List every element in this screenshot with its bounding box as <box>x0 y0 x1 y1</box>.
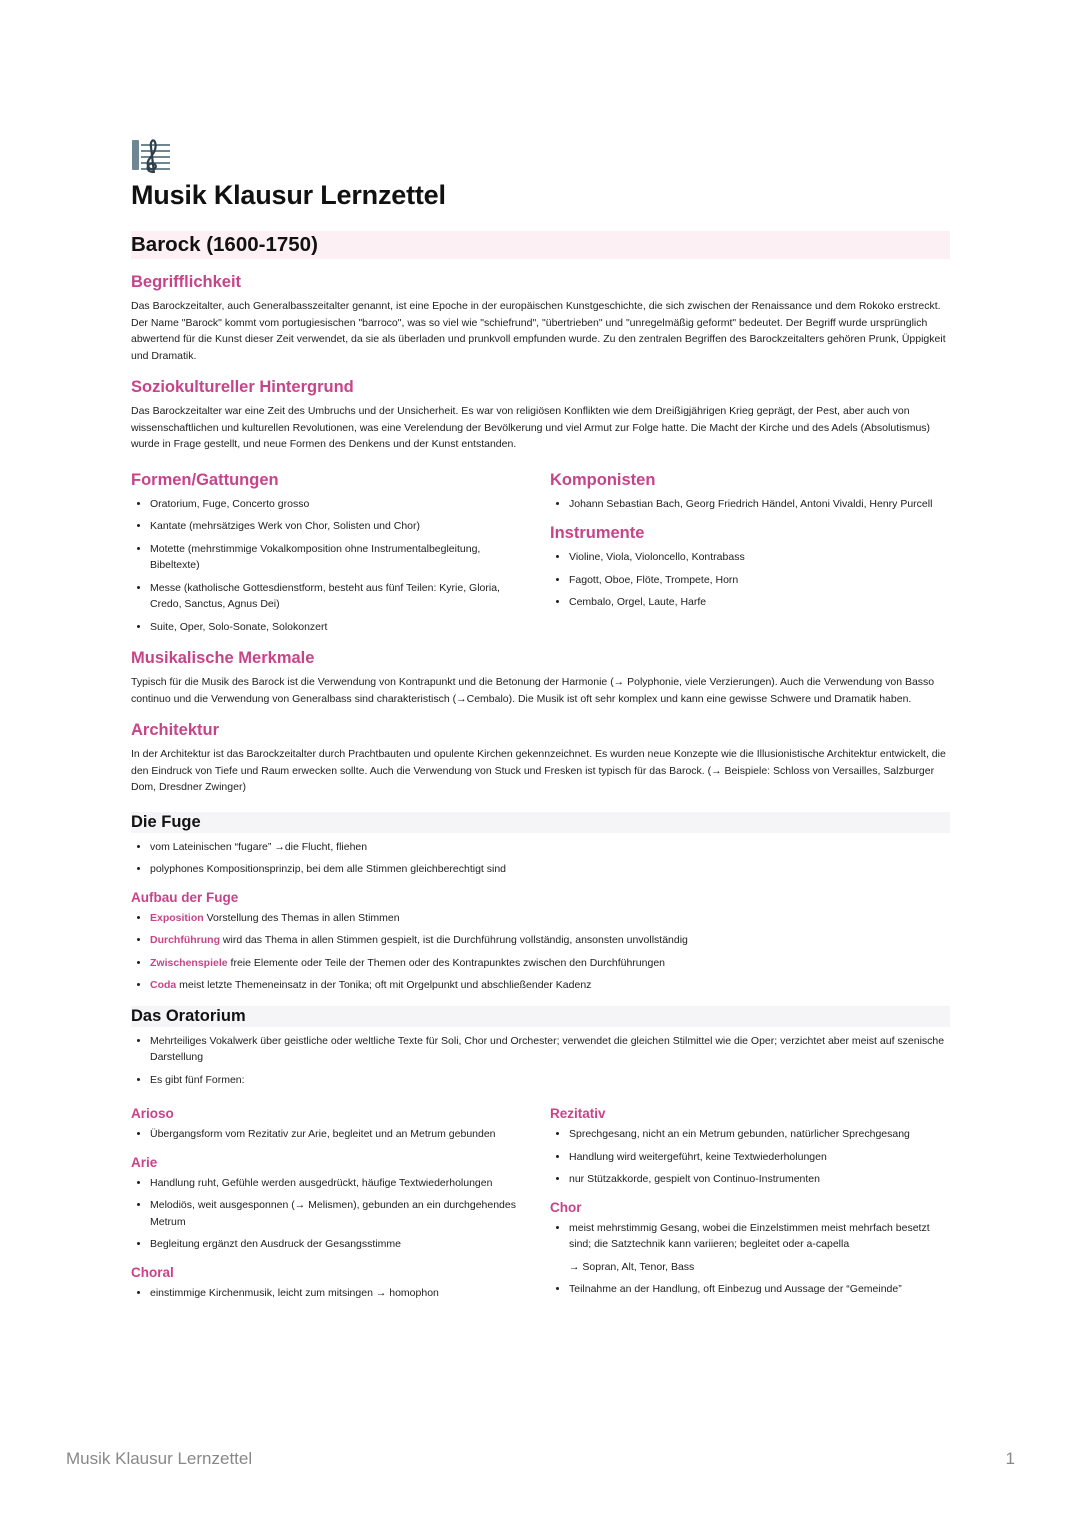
aufbau-heading: Aufbau der Fuge <box>131 889 239 905</box>
komponisten-column <box>550 471 950 642</box>
list-item <box>569 1220 950 1276</box>
term-text: Vorstellung des Themas in allen Stimmen <box>203 911 400 924</box>
oratorium-right-column <box>550 1106 950 1307</box>
komponisten-heading: Komponisten <box>550 470 656 489</box>
page-content <box>131 136 950 1307</box>
list-item: • Kantate (mehrsätziges Werk von Chor, Solisten und Chor) <box>150 518 531 535</box>
oratorium-forms-columns <box>131 1106 950 1307</box>
chor-heading: Chor <box>550 1199 582 1215</box>
era-heading: Barock (1600-1750) <box>131 231 950 259</box>
list-item: • einstimmige Kirchenmusik, leicht zum mitsingen → homophon <box>150 1285 531 1302</box>
architektur-heading: Architektur <box>131 721 220 739</box>
formen-heading: Formen/Gattungen <box>131 470 279 489</box>
formen-komponisten-columns <box>131 471 950 642</box>
list-item: • Übergangsform vom Rezitativ zur Arie, begleitet und an Metrum gebunden <box>150 1126 531 1143</box>
list-item: • Johann Sebastian Bach, Georg Friedrich Händel, Antoni Vivaldi, Henry Purcell <box>569 496 950 513</box>
formen-list <box>131 496 531 636</box>
instrumente-heading: Instrumente <box>550 524 645 542</box>
term-text: meist letzte Themeneinsatz in der Tonika; oft mit Orgelpunkt und abschließender Kadenz <box>176 979 592 991</box>
list-item: • Messe (katholische Gottesdienstform, besteht aus fünf Teilen: Kyrie, Gloria, Credo, Sanctus, Agnus Dei) <box>150 580 531 613</box>
list-item: • Es gibt fünf Formen: <box>150 1072 950 1089</box>
term-label: Coda <box>150 979 177 991</box>
list-item: • polyphones Kompositionsprinzip, bei dem alle Stimmen gleichberechtigt sind <box>150 861 950 878</box>
list-item: • Motette (mehrstimmige Vokalkomposition ohne Instrumentalbegleitung, Bibeltexte) <box>150 541 531 574</box>
chor-item-sub: → Sopran, Alt, Tenor, Bass <box>569 1260 695 1273</box>
term-label: Durchführung <box>150 934 220 946</box>
list-item: • Melodiös, weit ausgesponnen (→ Melismen), gebunden an ein durchgehendes Metrum <box>150 1197 531 1230</box>
list-item <box>150 977 950 994</box>
architektur-text: In der Architektur ist das Barockzeitalter durch Prachtbauten und opulente Kirchen gekennzeichnet. Es wurden neue Konzepte wie die Illusionistische Architektur entwickelt, die den Eindruck von Tiefe und Raum erwecken sollte. Auch die Verwendung von Stuck und Fresken ist typisch für das Barock. (→ Beispiele: Schloss von Versailles, Salzburger Dom, Dresdner Zwinger) <box>131 748 946 793</box>
list-item <box>150 955 950 972</box>
merkmale-heading: Musikalische Merkmale <box>131 649 315 667</box>
list-item <box>150 932 950 949</box>
begrifflichkeit-heading: Begrifflichkeit <box>131 273 242 291</box>
list-item: • Handlung ruht, Gefühle werden ausgedrückt, häufige Textwiederholungen <box>150 1175 531 1192</box>
instrumente-list <box>550 549 950 611</box>
fuge-list <box>131 839 950 878</box>
chor-item-text: meist mehrstimmig Gesang, wobei die Einzelstimmen meist mehrfach besetzt sind; die Satztechnik kann variieren; begleitet oder a-capella <box>569 1221 930 1250</box>
list-item: • vom Lateinischen “fugare” →die Flucht, fliehen <box>150 839 950 856</box>
term-text: wird das Thema in allen Stimmen gespielt, ist die Durchführung vollständig, ansonsten unvollständig <box>220 934 688 946</box>
arie-list <box>131 1175 531 1253</box>
merkmale-text: Typisch für die Musik des Barock ist die Verwendung von Kontrapunkt und die Betonung der Harmonie (→ Polyphonie, viele Verzierungen). Auch die Verwendung von Basso continuo und die Verwendung von Generalbass sind charakteristisch (→Cembalo). Die Musik ist oft sehr komplex und kann eine gewisse Schwere und Dramatik haben. <box>131 676 935 705</box>
list-item <box>150 910 950 927</box>
page-title: Musik Klausur Lernzettel <box>131 180 446 210</box>
term-label: Exposition <box>150 911 204 924</box>
choral-heading: Choral <box>131 1264 174 1280</box>
footer-title: Musik Klausur Lernzettel <box>66 1449 253 1468</box>
list-item: • Mehrteiliges Vokalwerk über geistliche oder weltliche Texte für Soli, Chor und Orchester; verwendet die gleichen Stilmittel wie die Oper; verzichtet aber meist auf szenische Darstellung <box>150 1033 950 1066</box>
term-text: freie Elemente oder Teile der Themen oder des Kontrapunktes zwischen den Durchführungen <box>227 956 666 969</box>
arioso-heading: Arioso <box>131 1106 174 1121</box>
list-item: • Sprechgesang, nicht an ein Metrum gebunden, natürlicher Sprechgesang <box>569 1126 950 1143</box>
list-item: • Fagott, Oboe, Flöte, Trompete, Horn <box>569 572 950 589</box>
begrifflichkeit-text: Das Barockzeitalter, auch Generalbasszeitalter genannt, ist eine Epoche in der europäischen Kunstgeschichte, die sich zwischen der Renaissance und dem Rokoko erstreckt. Der Name "Barock" kommt vom portugiesischen "barroco", was so viel wie "schiefrund", "übertrieben" und "unregelmäßig geformt" bedeutet. Der Begriff wurde ursprünglich abwertend für die Kunst dieser Zeit verwendet, da sie als überladen und prunkvoll empfunden wurde. Zu den zentralen Begriffen des Barockzeitalters gehören Prunk, Üppigkeit und Dramatik. <box>131 300 946 362</box>
list-item: • Teilnahme an der Handlung, oft Einbezug und Aussage der “Gemeinde” <box>569 1281 950 1298</box>
oratorium-list <box>131 1033 950 1089</box>
oratorium-left-column <box>131 1106 531 1307</box>
chor-list <box>550 1220 950 1298</box>
komponisten-list <box>550 496 950 513</box>
hintergrund-text: Das Barockzeitalter war eine Zeit des Umbruchs und der Unsicherheit. Es war von religiösen Konflikten wie dem Dreißigjährigen Krieg geprägt, der Pest, aber auch von wissenschaftlichen und kulturellen Revolutionen, was eine Verelendung der Bevölkerung und viel Armut zur Folge hatte. Die Macht der Kirche und des Adels (Absolutismus) wurde in Frage gestellt, und neue Formen des Denkens und der Kunst entstanden. <box>131 405 931 450</box>
fuge-heading: Die Fuge <box>131 812 950 833</box>
term-label: Zwischenspiele <box>150 956 228 969</box>
list-item: • Begleitung ergänzt den Ausdruck der Gesangsstimme <box>150 1236 531 1253</box>
choral-list <box>131 1285 531 1302</box>
list-item: • Suite, Oper, Solo-Sonate, Solokonzert <box>150 619 531 636</box>
rezitativ-list <box>550 1126 950 1188</box>
arioso-list <box>131 1126 531 1143</box>
list-item: • Handlung wird weitergeführt, keine Textwiederholungen <box>569 1149 950 1166</box>
list-item: • Cembalo, Orgel, Laute, Harfe <box>569 594 950 611</box>
list-item: • nur Stützakkorde, gespielt von Continuo-Instrumenten <box>569 1171 950 1188</box>
rezitativ-heading: Rezitativ <box>550 1106 606 1121</box>
page-number: 1 <box>1005 1449 1015 1468</box>
list-item: • Violine, Viola, Violoncello, Kontrabass <box>569 549 950 566</box>
aufbau-list <box>131 910 950 994</box>
musical-score-icon <box>131 136 171 174</box>
arie-heading: Arie <box>131 1154 158 1170</box>
hintergrund-heading: Soziokultureller Hintergrund <box>131 378 354 396</box>
list-item: • Oratorium, Fuge, Concerto grosso <box>150 496 531 513</box>
formen-column <box>131 471 531 642</box>
oratorium-heading: Das Oratorium <box>131 1006 950 1027</box>
